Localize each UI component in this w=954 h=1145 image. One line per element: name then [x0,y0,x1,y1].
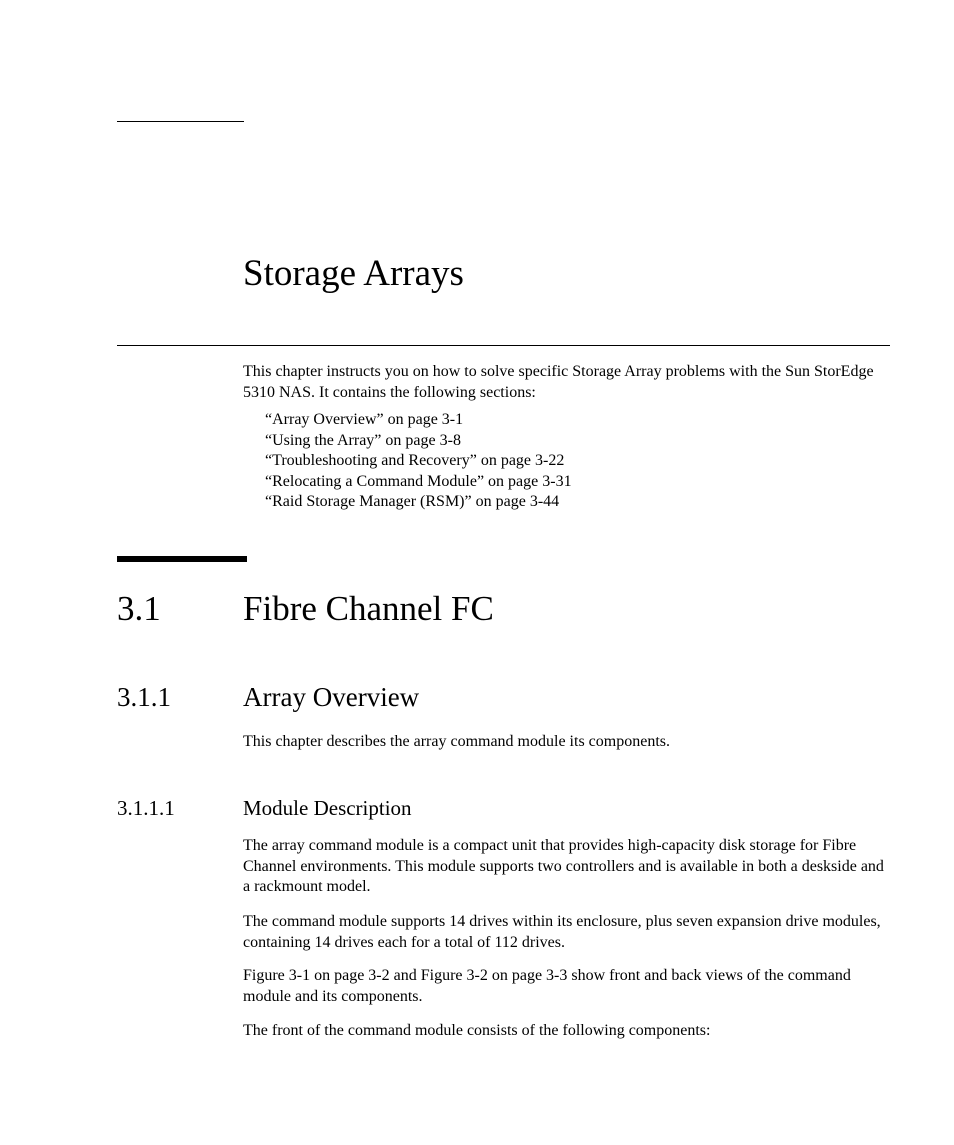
overview-paragraph: This chapter describes the array command module its components. [243,733,670,750]
section-link-using-the-array[interactable]: “Using the Array” on page 3-8 [265,431,461,449]
section-heading-3-1-1 [117,680,817,714]
section-number: 3.1 [117,589,161,628]
chapter-top-rule [117,121,244,122]
section-link-troubleshooting[interactable]: “Troubleshooting and Recovery” on page 3-22 [265,452,565,469]
section-link-array-overview[interactable]: “Array Overview” on page 3-1 [265,411,464,428]
module-description-paragraph-3: Figure 3-1 on page 3-2 and Figure 3-2 on page 3-3 show front and back views of the command module and its components. [243,967,851,1005]
subsubsection-title: Module Description [243,796,412,820]
subsection-title: Array Overview [243,682,420,712]
section-heading-3-1-1-1 [117,794,817,822]
section-heading-3-1 [117,587,817,631]
module-description-paragraph-4: The front of the command module consists of the following components: [243,1022,711,1039]
section-link-relocating-module[interactable]: “Relocating a Command Module” on page 3-31 [265,472,572,490]
subsubsection-number: 3.1.1.1 [117,796,175,820]
module-description-paragraph-2: The command module supports 14 drives within its enclosure, plus seven expansion drive modules, containing 14 drives each for a total of 112 drives. [243,913,881,951]
chapter-intro: This chapter instructs you on how to solve specific Storage Array problems with the Sun StorEdge 5310 NAS. It contains the following sections: [243,363,874,401]
module-description-paragraph-1: The array command module is a compact unit that provides high-capacity disk storage for Fibre Channel environments. This module supports two controllers and is available in both a deskside and a rackmount model. [243,837,884,895]
section-link-rsm[interactable]: “Raid Storage Manager (RSM)” on page 3-44 [265,493,560,510]
chapter-divider-rule [117,345,890,346]
chapter-section-list [265,410,572,513]
section-thick-rule [117,556,247,562]
subsection-number: 3.1.1 [117,682,171,712]
chapter-title: Storage Arrays [243,253,464,294]
section-title: Fibre Channel FC [243,589,494,628]
